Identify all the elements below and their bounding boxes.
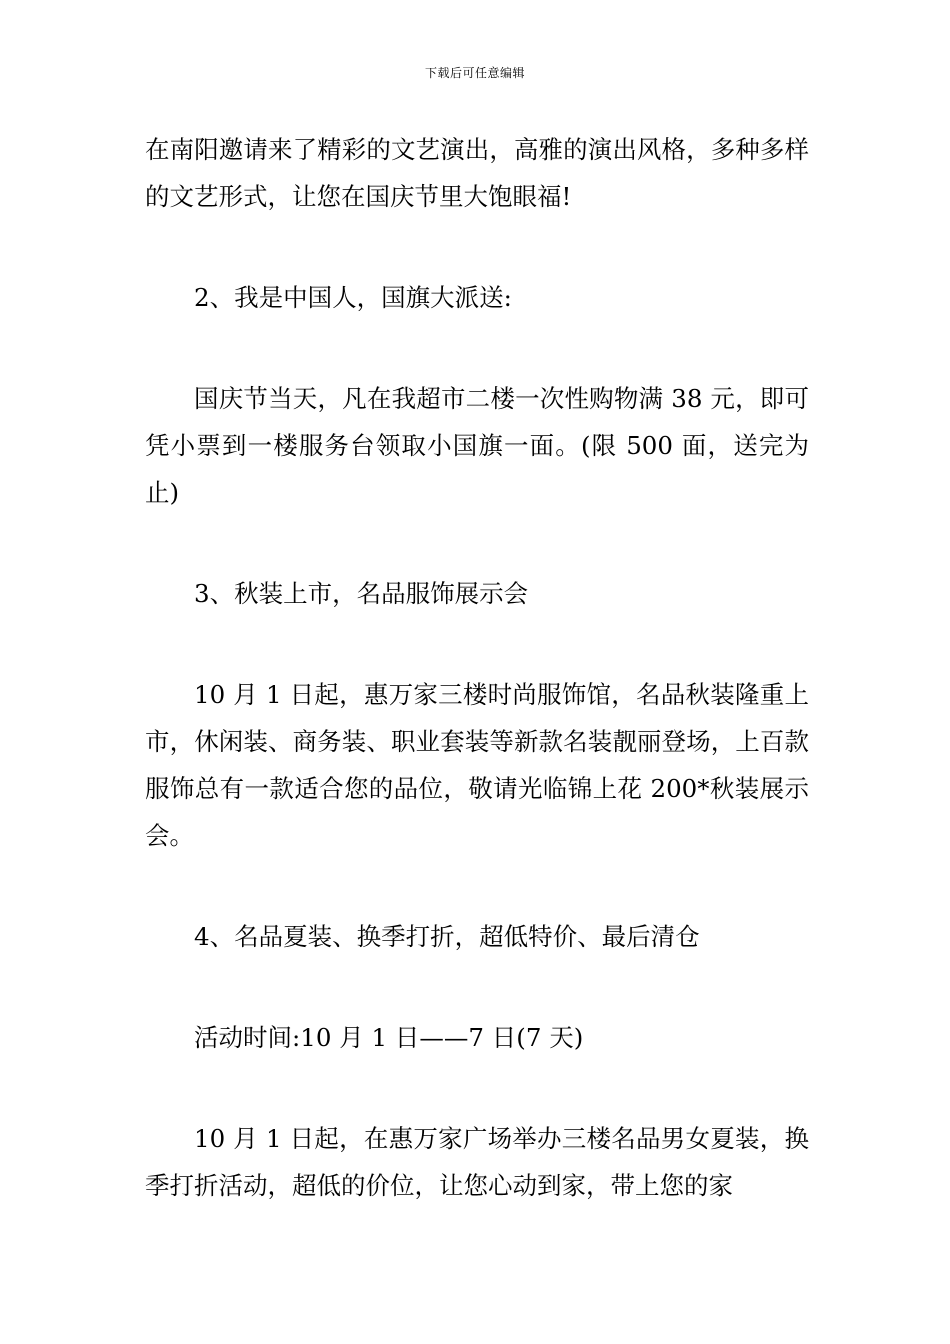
activity-time: 活动时间:10 月 1 日——7 日(7 天) — [194, 1023, 584, 1052]
paragraph-gap — [145, 1061, 809, 1115]
paragraph-gap — [145, 617, 809, 671]
page-header-note: 下载后可任意编辑 — [424, 66, 525, 80]
paragraph-gap — [145, 220, 809, 274]
section-heading-3: 3、秋装上市，名品服饰展示会 — [194, 579, 529, 608]
paragraph-flag-giveaway: 国庆节当天，凡在我超市二楼一次性购物满 38 元，即可凭小票到一楼服务台领取小国旗一面。(限 500 面，送完为止) — [145, 384, 809, 507]
section-heading-4: 4、名品夏装、换季打折，超低特价、最后清仓 — [194, 922, 700, 951]
paragraph-summer-clearance: 10 月 1 日起，在惠万家广场举办三楼名品男女夏装，换季打折活动，超低的价位，让您心动到家，带上您的家 — [145, 1124, 809, 1200]
paragraph-gap — [145, 516, 809, 570]
section-heading-2: 2、我是中国人，国旗大派送: — [194, 283, 512, 312]
document-body — [145, 126, 809, 1209]
paragraph-gap — [145, 859, 809, 913]
paragraph-gap — [145, 960, 809, 1014]
paragraph-gap — [145, 321, 809, 375]
paragraph-continuation: 在南阳邀请来了精彩的文艺演出，高雅的演出风格，多种多样的文艺形式，让您在国庆节里大饱眼福! — [145, 135, 809, 211]
paragraph-autumn-fashion: 10 月 1 日起，惠万家三楼时尚服饰馆，名品秋装隆重上市，休闲装、商务装、职业套装等新款名装靓丽登场，上百款服饰总有一款适合您的品位，敬请光临锦上花 200*秋装展示会。 — [145, 680, 809, 850]
